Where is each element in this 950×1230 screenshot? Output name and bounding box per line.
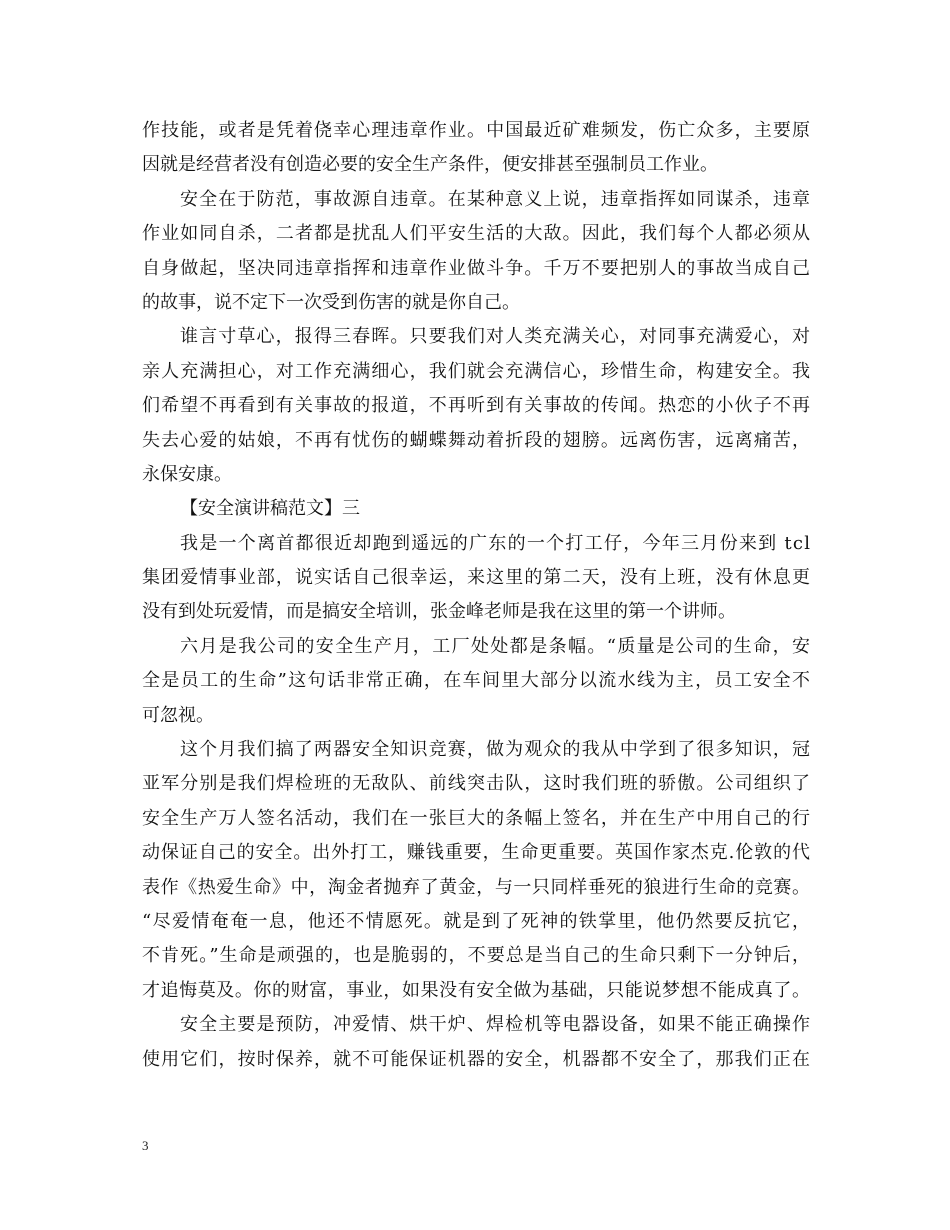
- text-line: 集团爱情事业部，说实话自己很幸运，来这里的第二天，没有上班，没有休息更: [142, 567, 812, 589]
- text-line: 【安全演讲稿范文】三: [180, 498, 360, 520]
- text-line: 可忽视。: [142, 704, 214, 726]
- text-line: 动保证自己的安全。出外打工，赚钱重要，生命更重要。英国作家杰克.伦敦的代: [142, 842, 811, 864]
- text-line: 没有到处玩爱情，而是搞安全培训，张金峰老师是我在这里的第一个讲师。: [142, 601, 736, 623]
- text-line: 全是员工的生命”这句话非常正确，在车间里大部分以流水线为主，员工安全不: [142, 670, 812, 692]
- text-line: 亲人充满担心，对工作充满细心，我们就会充满信心，珍惜生命，构建安全。我: [142, 360, 812, 382]
- text-line: “尽爱情奄奄一息，他还不情愿死。就是到了死神的铁掌里，他仍然要反抗它，: [142, 910, 812, 932]
- text-line: 安全在于防范，事故源自违章。在某种意义上说，违章指挥如同谋杀，违章: [180, 188, 812, 210]
- text-line: 安全主要是预防，冲爱情、烘干炉、焊检机等电器设备，如果不能正确操作: [180, 1014, 812, 1036]
- text-line: 自身做起，坚决同违章指挥和违章作业做斗争。千万不要把别人的事故当成自己: [142, 257, 812, 279]
- text-line: 的故事，说不定下一次受到伤害的就是你自己。: [142, 291, 520, 313]
- text-line: 永保安康。: [142, 463, 232, 485]
- text-line: 作技能，或者是凭着侥幸心理违章作业。中国最近矿难频发，伤亡众多，主要原: [142, 120, 812, 141]
- document-body: [142, 114, 810, 1077]
- text-line: 谁言寸草心，报得三春晖。只要我们对人类充满关心，对同事充满爱心，对: [180, 326, 812, 348]
- text-line: 六月是我公司的安全生产月，工厂处处都是条幅。“质量是公司的生命，安: [180, 635, 812, 657]
- text-line: 我是一个离首都很近却跑到遥远的广东的一个打工仔，今年三月份来到 tcl: [180, 532, 812, 554]
- text-line: 不肯死。”生命是顽强的，也是脆弱的，不要总是当自己的生命只剩下一分钟后，: [142, 945, 812, 967]
- text-line: 们希望不再看到有关事故的报道，不再听到有关事故的传闻。热恋的小伙子不再: [142, 395, 812, 417]
- text-line: 使用它们，按时保养，就不可能保证机器的安全，机器都不安全了，那我们正在: [142, 1048, 812, 1070]
- page-number: 3: [142, 1138, 149, 1153]
- text-line: 表作《热爱生命》中，淘金者抛弃了黄金，与一只同样垂死的狼进行生命的竞赛。: [142, 876, 811, 898]
- text-line: 失去心爱的姑娘，不再有忧伤的蝴蝶舞动着折段的翅膀。远离伤害，远离痛苦，: [142, 429, 812, 451]
- text-line: 才追悔莫及。你的财富，事业，如果没有安全做为基础，只能说梦想不能成真了。: [142, 979, 811, 1001]
- text-line: 安全生产万人签名活动，我们在一张巨大的条幅上签名，并在生产中用自己的行: [142, 807, 812, 829]
- text-line: 因就是经营者没有创造必要的安全生产条件，便安排甚至强制员工作业。: [142, 154, 718, 176]
- text-line: 亚军分别是我们焊检班的无敌队、前线突击队，这时我们班的骄傲。公司组织了: [142, 773, 812, 795]
- text-line: 作业如同自杀，二者都是扰乱人们平安生活的大敌。因此，我们每个人都必须从: [142, 223, 812, 245]
- text-line: 这个月我们搞了两器安全知识竞赛，做为观众的我从中学到了很多知识，冠: [180, 739, 812, 761]
